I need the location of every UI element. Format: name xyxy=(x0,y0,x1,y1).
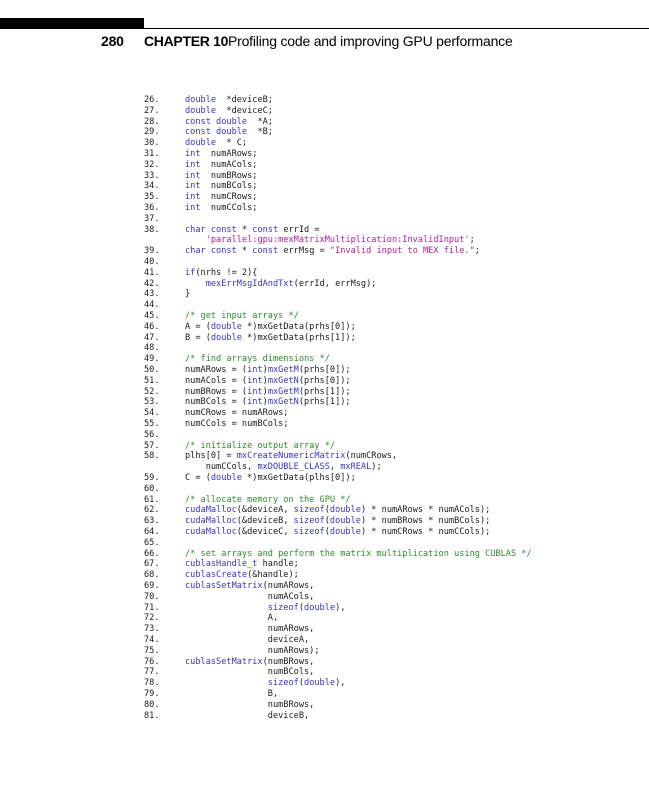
code-text xyxy=(185,365,351,376)
code-token: ) * numARows * numACols); xyxy=(360,505,491,516)
code-token: (errId, errMsg); xyxy=(293,278,377,289)
code-text xyxy=(185,246,480,257)
code-keyword: sizeof xyxy=(267,678,299,689)
code-token: (numARows, xyxy=(262,581,315,591)
code-token: (&deviceA, xyxy=(236,505,294,516)
code-token: numARows); xyxy=(185,645,320,656)
code-token: ), xyxy=(335,602,346,613)
code-token: ); xyxy=(371,462,382,473)
code-token: ( xyxy=(324,527,330,537)
code-text xyxy=(185,700,314,711)
code-token: ) xyxy=(262,365,268,375)
code-text xyxy=(185,473,356,484)
code-token: numCCols; xyxy=(200,203,258,213)
code-keyword: const double xyxy=(185,127,248,138)
code-token: ( xyxy=(298,678,305,689)
code-text xyxy=(185,657,314,668)
line-number: 63. xyxy=(144,516,160,527)
code-token: errId = xyxy=(278,224,320,235)
code-text xyxy=(185,311,299,322)
code-keyword: double xyxy=(185,95,217,105)
code-token: (nrhs != 2){ xyxy=(195,267,258,278)
code-text xyxy=(185,279,376,290)
code-text xyxy=(185,495,351,506)
code-keyword: int xyxy=(185,181,201,192)
code-token: *A; xyxy=(247,116,273,127)
code-text xyxy=(185,678,345,689)
line-number: 28. xyxy=(144,116,160,127)
line-number: 53. xyxy=(144,397,160,408)
code-text xyxy=(185,235,475,246)
line-number: 76. xyxy=(144,656,160,667)
code-keyword: double xyxy=(304,602,336,613)
code-token xyxy=(185,678,268,688)
code-keyword: double xyxy=(210,332,242,343)
code-keyword: char const xyxy=(185,224,237,235)
code-keyword: int xyxy=(247,386,263,397)
code-token: plhs[0] = xyxy=(185,451,237,462)
line-number: 48. xyxy=(144,343,160,354)
code-keyword: double xyxy=(210,321,242,332)
code-comment: /* initialize output array */ xyxy=(185,440,336,451)
code-keyword: mxREAL xyxy=(340,462,372,473)
line-number: 43. xyxy=(144,289,160,300)
code-token: B = ( xyxy=(185,332,211,343)
page-header xyxy=(0,33,649,53)
code-text xyxy=(185,160,257,171)
code-token: errMsg = xyxy=(278,246,330,257)
code-text xyxy=(185,419,288,430)
code-keyword: int xyxy=(185,170,201,181)
line-number: 75. xyxy=(144,645,160,656)
code-token: *deviceB; xyxy=(216,95,273,105)
line-number: 32. xyxy=(144,159,160,170)
code-token: numCRows = numARows; xyxy=(185,408,289,419)
code-token: *)mxGetData(prhs[1]); xyxy=(241,332,356,343)
line-number: 44. xyxy=(144,300,160,311)
line-number: 38. xyxy=(144,224,160,235)
line-number: 47. xyxy=(144,332,160,343)
code-text xyxy=(185,333,356,344)
chapter-label: CHAPTER 10 xyxy=(144,33,229,49)
line-number: 36. xyxy=(144,203,160,213)
code-text xyxy=(185,635,309,646)
header-rule xyxy=(144,28,649,29)
code-keyword: const double xyxy=(185,116,248,127)
code-token: (numCRows, xyxy=(345,451,398,462)
code-keyword: mexErrMsgIdAndTxt xyxy=(205,278,294,289)
code-token: *deviceC; xyxy=(216,105,273,116)
code-token: C = ( xyxy=(185,473,211,483)
code-text xyxy=(185,451,397,462)
code-token: ) * numBRows * numBCols); xyxy=(360,516,491,527)
line-number: 61. xyxy=(144,494,160,505)
code-text xyxy=(185,225,320,236)
code-token: numACols = ( xyxy=(185,375,248,386)
code-text xyxy=(185,592,314,603)
line-number: 56. xyxy=(144,429,160,440)
code-text xyxy=(185,203,257,214)
code-string: 'parallel:gpu:mexMatrixMultiplication:InvalidInput' xyxy=(205,235,470,246)
code-keyword: cublasSetMatrix xyxy=(185,581,263,591)
code-token: numACols, xyxy=(185,591,315,602)
code-text xyxy=(185,408,288,419)
code-token: , xyxy=(329,462,341,473)
line-number: 60. xyxy=(144,483,160,494)
line-number: 33. xyxy=(144,170,160,181)
code-token: (&handle); xyxy=(247,570,299,581)
code-keyword: const xyxy=(252,246,279,257)
code-token: numARows = ( xyxy=(185,365,248,375)
code-token: ( xyxy=(298,602,305,613)
line-number: 50. xyxy=(144,365,160,375)
line-number: 31. xyxy=(144,149,160,159)
code-token: deviceA, xyxy=(185,635,310,645)
line-number: 69. xyxy=(144,581,160,591)
code-keyword: cudaMalloc xyxy=(185,527,237,537)
code-text xyxy=(185,138,247,149)
code-keyword: int xyxy=(185,149,201,159)
code-token: numARows, xyxy=(185,624,315,635)
line-number: 72. xyxy=(144,613,160,624)
code-token: numACols; xyxy=(200,159,258,170)
code-text xyxy=(185,149,257,160)
code-keyword: if xyxy=(185,267,196,278)
code-keyword: sizeof xyxy=(293,516,325,527)
code-keyword: double xyxy=(329,527,361,537)
line-number: 37. xyxy=(144,213,160,224)
line-number: 81. xyxy=(144,710,160,721)
code-token: (prhs[0]); xyxy=(298,365,351,375)
code-token: deviceB, xyxy=(185,710,310,721)
code-token xyxy=(185,235,206,245)
code-text xyxy=(185,289,190,300)
line-number: 59. xyxy=(144,473,160,483)
code-keyword: mxGetM xyxy=(267,386,299,397)
code-text xyxy=(185,181,257,192)
code-token: * xyxy=(236,246,253,257)
code-keyword: char const xyxy=(185,246,237,257)
line-number: 74. xyxy=(144,635,160,645)
line-number: 58. xyxy=(144,451,160,462)
code-token: ), xyxy=(335,678,346,689)
line-number: 51. xyxy=(144,375,160,386)
code-keyword: cublasHandle_t xyxy=(185,559,258,570)
code-keyword: cublasCreate xyxy=(185,570,248,581)
code-keyword: double xyxy=(185,138,217,149)
code-keyword: mxGetN xyxy=(267,375,299,386)
code-text xyxy=(185,646,320,657)
code-token: numBCols, xyxy=(185,667,315,678)
code-token: numBRows = ( xyxy=(185,386,248,397)
code-token: ( xyxy=(324,516,330,527)
code-text xyxy=(185,387,351,398)
code-keyword: cudaMalloc xyxy=(185,505,237,516)
code-token: ; xyxy=(474,246,480,257)
line-number: 39. xyxy=(144,246,160,257)
code-keyword: mxGetN xyxy=(267,397,299,408)
code-keyword: int xyxy=(185,159,201,170)
code-comment: /* get input arrays */ xyxy=(185,311,299,321)
line-number: 68. xyxy=(144,570,160,581)
code-keyword: sizeof xyxy=(267,602,299,613)
code-token: *B; xyxy=(247,127,273,138)
code-keyword: int xyxy=(247,375,263,386)
code-token: ( xyxy=(324,505,330,516)
code-text xyxy=(185,441,335,452)
code-text xyxy=(185,117,273,128)
code-keyword: sizeof xyxy=(293,527,325,537)
line-number: 41. xyxy=(144,267,160,278)
code-keyword: double xyxy=(210,473,242,483)
code-keyword: double xyxy=(185,105,217,116)
code-text xyxy=(185,549,532,560)
page-number: 280 xyxy=(101,33,124,49)
code-token: *)mxGetData(plhs[0]); xyxy=(241,473,356,483)
line-number: 46. xyxy=(144,321,160,332)
code-text xyxy=(185,624,314,635)
code-text xyxy=(185,106,273,117)
line-number: 45. xyxy=(144,311,160,321)
line-number: 71. xyxy=(144,602,160,613)
code-token: A = ( xyxy=(185,321,211,332)
code-text xyxy=(185,322,356,333)
line-number: 34. xyxy=(144,181,160,192)
code-keyword: mxDOUBLE_CLASS xyxy=(257,462,330,473)
code-text xyxy=(185,192,257,203)
code-string: "Invalid input to MEX file." xyxy=(329,246,475,257)
code-text xyxy=(185,613,278,624)
code-token: (&deviceB, xyxy=(236,516,294,527)
code-token: handle; xyxy=(257,559,299,570)
line-number: 26. xyxy=(144,95,160,105)
line-number: 79. xyxy=(144,689,160,699)
code-token: (prhs[0]); xyxy=(298,375,351,386)
line-number: 40. xyxy=(144,257,160,267)
line-number: 67. xyxy=(144,559,160,570)
code-token: ) xyxy=(262,375,268,386)
line-number: 65. xyxy=(144,537,160,548)
code-text xyxy=(185,397,351,408)
code-token: numCRows; xyxy=(200,192,258,203)
code-keyword: mxGetM xyxy=(267,365,299,375)
code-text xyxy=(185,667,314,678)
code-token: numCCols = numBCols; xyxy=(185,419,289,429)
code-keyword: int xyxy=(185,203,201,213)
code-keyword: sizeof xyxy=(293,505,325,516)
chapter-title: Profiling code and improving GPU performance xyxy=(228,33,513,49)
code-text xyxy=(185,354,330,365)
code-text xyxy=(185,581,314,592)
code-text xyxy=(185,268,257,279)
code-text xyxy=(185,711,309,722)
code-token: * xyxy=(236,224,253,235)
code-keyword: double xyxy=(329,516,361,527)
line-number: 35. xyxy=(144,192,160,203)
code-keyword: double xyxy=(329,505,361,516)
code-text xyxy=(185,570,299,581)
code-keyword: const xyxy=(252,224,279,235)
code-text xyxy=(185,376,351,387)
code-text xyxy=(185,603,345,614)
line-number: 57. xyxy=(144,440,160,451)
code-text xyxy=(185,171,257,182)
line-number: 77. xyxy=(144,667,160,678)
code-token: numARows; xyxy=(200,149,258,159)
code-token: ) xyxy=(262,397,268,408)
code-token xyxy=(185,279,206,289)
line-number: 29. xyxy=(144,127,160,138)
line-number: 70. xyxy=(144,591,160,602)
code-token: ; xyxy=(469,235,475,246)
code-keyword: cudaMalloc xyxy=(185,516,237,527)
code-token: *)mxGetData(prhs[0]); xyxy=(241,321,356,332)
code-token: A, xyxy=(185,613,279,624)
code-token: numBCols = ( xyxy=(185,397,248,408)
code-token: numBRows, xyxy=(185,699,315,710)
code-keyword: int xyxy=(247,397,263,408)
code-token: (numBRows, xyxy=(262,656,315,667)
code-token xyxy=(185,603,268,613)
line-number: 54. xyxy=(144,408,160,419)
line-number: 52. xyxy=(144,386,160,397)
line-number: 73. xyxy=(144,624,160,635)
code-text xyxy=(185,462,382,473)
code-text xyxy=(185,95,273,106)
line-number: 80. xyxy=(144,699,160,710)
code-token: numBRows; xyxy=(200,170,258,181)
code-token: * C; xyxy=(216,138,248,149)
code-text xyxy=(185,127,273,138)
code-token: numBCols; xyxy=(200,181,258,192)
code-text xyxy=(185,527,490,538)
line-number: 49. xyxy=(144,354,160,365)
line-number: 55. xyxy=(144,419,160,429)
code-token: ) xyxy=(262,386,268,397)
code-token: (prhs[1]); xyxy=(298,386,351,397)
code-keyword: int xyxy=(185,192,201,203)
code-token: (prhs[1]); xyxy=(298,397,351,408)
code-keyword: double xyxy=(304,678,336,689)
code-text xyxy=(185,689,278,700)
code-token: ) * numCRows * numCCols); xyxy=(360,527,491,537)
header-black-bar xyxy=(0,18,144,29)
code-token: } xyxy=(185,289,191,300)
code-comment: /* find arrays dimensions */ xyxy=(185,354,330,365)
line-number: 64. xyxy=(144,527,160,537)
code-text xyxy=(185,516,490,527)
line-number: 66. xyxy=(144,548,160,559)
code-comment: /* set arrays and perform the matrix multiplication using CUBLAS */ xyxy=(185,548,532,559)
code-text xyxy=(185,505,490,516)
line-number: 30. xyxy=(144,138,160,149)
code-token: (&deviceC, xyxy=(236,527,294,537)
code-token: B, xyxy=(185,689,279,699)
code-comment: /* allocate memory on the GPU */ xyxy=(185,494,351,505)
code-keyword: mxCreateNumericMatrix xyxy=(236,451,346,462)
code-text xyxy=(185,559,299,570)
line-number: 78. xyxy=(144,678,160,689)
line-number: 62. xyxy=(144,505,160,516)
line-number: 27. xyxy=(144,105,160,116)
code-keyword: cublasSetMatrix xyxy=(185,656,263,667)
code-keyword: int xyxy=(247,365,263,375)
line-number: 42. xyxy=(144,278,160,289)
code-token: numCCols, xyxy=(185,462,258,473)
